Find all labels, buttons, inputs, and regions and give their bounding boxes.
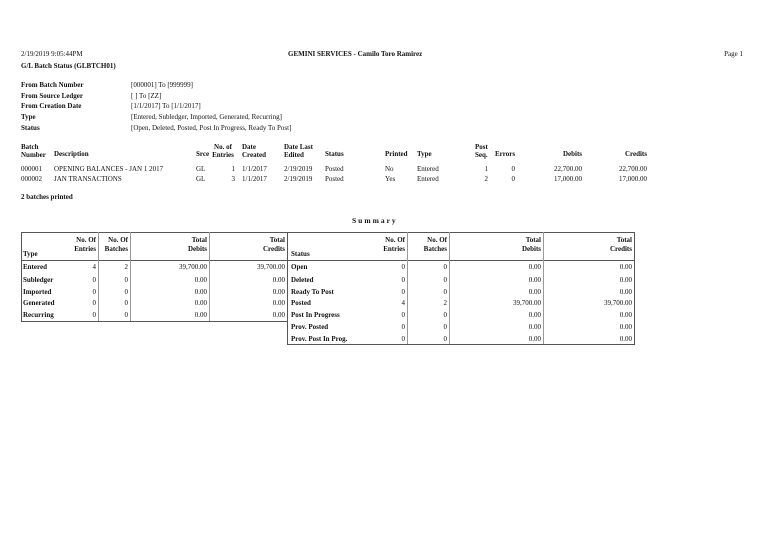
summary-cell: 0: [92, 299, 96, 307]
summary-type-label: Subledger: [23, 276, 54, 284]
cell-date-last-edited: 2/19/2019: [284, 175, 313, 183]
summary-cell: 0: [443, 311, 447, 319]
summary-cell: 0.00: [619, 276, 632, 284]
col-header-no-entries: No. of Entries: [212, 143, 234, 159]
summary-cell: 4: [92, 263, 96, 271]
summary-cell: 4: [401, 299, 405, 307]
summary-right-edge: [634, 232, 635, 344]
summary-cell: 39,700.00: [513, 299, 541, 307]
summary-cell: 0: [401, 263, 405, 271]
criteria-value: [ ] To [ZZ]: [131, 92, 162, 100]
summary-type-label: Recurring: [23, 311, 54, 319]
cell-no-entries: 3: [231, 175, 235, 183]
summary-cell: 0: [92, 311, 96, 319]
col-header-date-last-edited: Date Last Edited: [284, 143, 313, 159]
summary-header-no-entries: No. Of Entries: [383, 236, 405, 253]
summary-header-type: Type: [23, 250, 38, 258]
summary-cell: 39,700.00: [257, 263, 285, 271]
summary-cell: 0.00: [619, 311, 632, 319]
page-number: Page 1: [724, 50, 743, 58]
cell-credits: 17,000.00: [619, 175, 647, 183]
col-header-debits: Debits: [562, 150, 582, 158]
criteria-value: [000001] To [999999]: [131, 81, 193, 89]
summary-cell: 0.00: [194, 299, 207, 307]
summary-cell: 0.00: [528, 288, 541, 296]
summary-cell: 2: [443, 299, 447, 307]
summary-cell: 0: [92, 276, 96, 284]
summary-status-label: Prov. Post In Prog.: [291, 335, 348, 343]
summary-cell: 0.00: [272, 288, 285, 296]
cell-errors: 0: [511, 175, 515, 183]
summary-header-no-batches: No. Of Batches: [423, 236, 447, 253]
summary-cell: 0: [124, 299, 128, 307]
report-datetime: 2/19/2019 9:05:44PM: [21, 50, 83, 58]
summary-header-total-credits: Total Credits: [262, 236, 285, 253]
batches-printed-footer: 2 batches printed: [21, 193, 73, 201]
summary-cell: 0.00: [194, 288, 207, 296]
summary-status-label: Post In Progress: [291, 311, 340, 319]
summary-left-bottom-border: [21, 321, 287, 322]
summary-status-label: Prov. Posted: [291, 323, 329, 331]
summary-header-total-credits: Total Credits: [609, 236, 632, 253]
summary-cell: 0: [124, 288, 128, 296]
summary-cell: 0.00: [272, 311, 285, 319]
summary-middle-divider: [287, 232, 288, 344]
cell-type: Entered: [417, 165, 439, 173]
summary-header-total-debits: Total Debits: [187, 236, 207, 253]
cell-batch-number: 000002: [21, 175, 42, 183]
col-header-type: Type: [417, 150, 432, 158]
summary-cell: 0: [401, 335, 405, 343]
summary-cell: 0: [401, 276, 405, 284]
col-header-batch-number: Batch Number: [21, 143, 46, 159]
criteria-value: [Entered, Subledger, Imported, Generated, Recurring]: [131, 113, 282, 121]
summary-cell: 0: [92, 288, 96, 296]
cell-credits: 22,700.00: [619, 165, 647, 173]
summary-header-no-batches: No. Of Batches: [104, 236, 128, 253]
col-header-status: Status: [325, 150, 344, 158]
summary-status-label: Open: [291, 263, 308, 271]
cell-date-created: 1/1/2017: [242, 175, 267, 183]
summary-cell: 0.00: [194, 276, 207, 284]
criteria-label: Type: [21, 113, 36, 121]
summary-col-divider: [130, 232, 131, 321]
summary-status-label: Deleted: [291, 276, 314, 284]
criteria-label: From Batch Number: [21, 81, 84, 89]
cell-debits: 22,700.00: [554, 165, 582, 173]
summary-cell: 0.00: [272, 276, 285, 284]
summary-cell: 0.00: [619, 335, 632, 343]
cell-date-last-edited: 2/19/2019: [284, 165, 313, 173]
col-header-credits: Credits: [624, 150, 647, 158]
summary-cell: 0: [443, 335, 447, 343]
summary-cell: 0: [401, 323, 405, 331]
cell-description: JAN TRANSACTIONS: [54, 175, 122, 183]
col-header-date-created: Date Created: [242, 143, 266, 159]
summary-cell: 0.00: [194, 311, 207, 319]
summary-header-total-debits: Total Debits: [521, 236, 541, 253]
summary-cell: 0.00: [528, 335, 541, 343]
summary-col-divider: [543, 232, 544, 344]
summary-cell: 0.00: [272, 299, 285, 307]
criteria-label: From Source Ledger: [21, 92, 83, 100]
cell-errors: 0: [511, 165, 515, 173]
summary-header-status: Status: [291, 250, 310, 258]
summary-col-divider: [449, 232, 450, 344]
cell-description: OPENING BALANCES - JAN 1 2017: [54, 165, 164, 173]
criteria-label: From Creation Date: [21, 102, 82, 110]
summary-cell: 0.00: [619, 323, 632, 331]
company-name: GEMINI SERVICES - Camilo Toro Ramirez: [288, 50, 423, 58]
summary-cell: 0: [124, 311, 128, 319]
summary-cell: 0: [124, 276, 128, 284]
cell-batch-number: 000001: [21, 165, 42, 173]
summary-cell: 0.00: [619, 263, 632, 271]
summary-type-label: Entered: [23, 263, 47, 271]
col-header-printed: Printed: [385, 150, 408, 158]
summary-left-edge: [21, 232, 22, 321]
cell-srce: GL: [196, 175, 206, 183]
cell-printed: No: [385, 165, 394, 173]
summary-cell: 39,700.00: [604, 299, 632, 307]
report-title: G/L Batch Status (GLBTCH01): [21, 62, 116, 70]
summary-cell: 0.00: [528, 323, 541, 331]
summary-cell: 0.00: [619, 288, 632, 296]
criteria-label: Status: [21, 124, 40, 132]
summary-status-label: Ready To Post: [291, 288, 334, 296]
col-header-srce: Srce: [196, 150, 210, 158]
summary-status-label: Posted: [291, 299, 311, 307]
criteria-value: [1/1/2017] To [1/1/2017]: [131, 102, 201, 110]
col-header-post-seq: Post Seq.: [475, 143, 488, 159]
cell-srce: GL: [196, 165, 206, 173]
summary-cell: 2: [124, 263, 128, 271]
summary-cell: 0: [443, 323, 447, 331]
summary-type-label: Imported: [23, 288, 52, 296]
summary-cell: 0.00: [528, 311, 541, 319]
cell-type: Entered: [417, 175, 439, 183]
summary-cell: 0: [443, 276, 447, 284]
col-header-description: Description: [54, 150, 89, 158]
summary-cell: 0.00: [528, 276, 541, 284]
criteria-value: [Open, Deleted, Posted, Post In Progress, Ready To Post]: [131, 124, 292, 132]
summary-cell: 0: [443, 288, 447, 296]
cell-no-entries: 1: [231, 165, 235, 173]
cell-post-seq: 2: [484, 175, 488, 183]
cell-status: Posted: [325, 165, 344, 173]
summary-cell: 0: [401, 288, 405, 296]
cell-post-seq: 1: [484, 165, 488, 173]
summary-type-label: Generated: [23, 299, 55, 307]
col-header-errors: Errors: [495, 150, 516, 158]
summary-col-divider: [209, 232, 210, 321]
cell-printed: Yes: [385, 175, 396, 183]
cell-date-created: 1/1/2017: [242, 165, 267, 173]
summary-cell: 0: [401, 311, 405, 319]
summary-title: Summary: [352, 216, 398, 225]
summary-cell: 0: [443, 263, 447, 271]
cell-status: Posted: [325, 175, 344, 183]
cell-debits: 17,000.00: [554, 175, 582, 183]
summary-cell: 39,700.00: [179, 263, 207, 271]
summary-right-bottom-border: [287, 344, 635, 345]
summary-cell: 0.00: [528, 263, 541, 271]
summary-header-no-entries: No. Of Entries: [74, 236, 96, 253]
